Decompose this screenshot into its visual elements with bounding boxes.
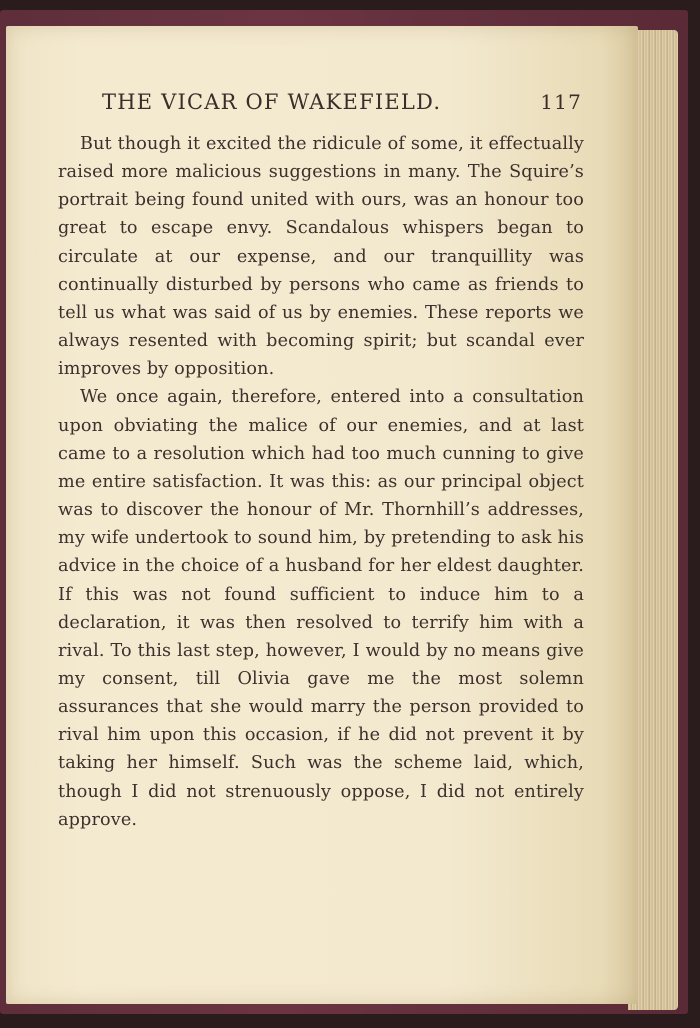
running-title: THE VICAR OF WAKEFIELD. <box>102 90 442 114</box>
paragraph: We once again, therefore, entered into a consultation upon obviating the malice of our enemies, and at last came to a resolution which had too much cunning to give me entire satisfaction. It was this: as our principal object was to discover the honour of Mr. Thornhill’s addresses, my wife undertook to sound him, by pretending to ask his advice in the choice of a husband for her eldest daughter. If this was not found sufficient to induce him to a declaration, it was then resolved to terrify him with a rival. To this last step, however, I would by no means give my consent, till Olivia gave me the most solemn assurances that she would marry the person provided to rival him upon this occasion, if he did not prevent it by taking her himself. Such was the scheme laid, which, though I did not strenuously oppose, I did not entirely approve. <box>58 387 584 830</box>
page-number: 117 <box>540 90 582 114</box>
page-header <box>102 86 582 118</box>
body-text <box>58 130 584 834</box>
paragraph: But though it excited the ridicule of some, it effectually raised more malicious suggestions in many. The Squire’s portrait being found united with ours, was an honour too great to escape envy. Scandalous whispers began to circulate at our expense, and our tranquillity was continually disturbed by persons who came as friends to tell us what was said of us by enemies. These reports we always resented with becoming spirit; but scandal ever improves by opposition. <box>58 134 584 380</box>
book-page <box>6 26 638 1004</box>
